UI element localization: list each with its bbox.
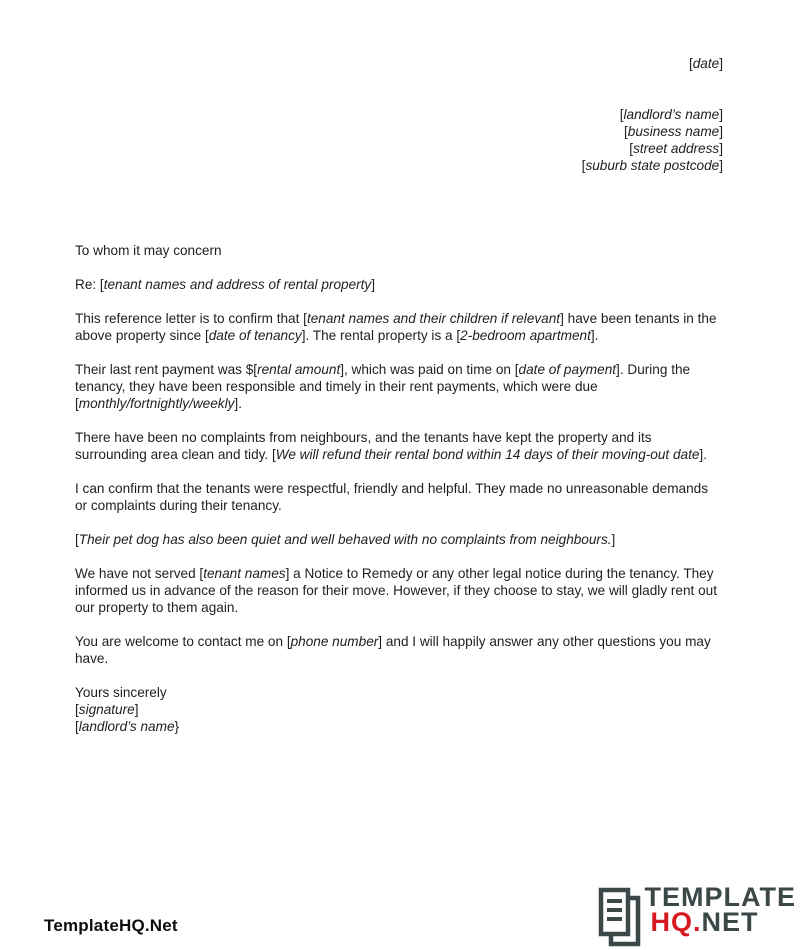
letter-paragraph: Re: [tenant names and address of rental property] bbox=[75, 277, 376, 292]
logo-net-dark: NET bbox=[701, 907, 759, 937]
sender-address-line: [street address] bbox=[629, 141, 723, 156]
sender-address-line: [business name] bbox=[624, 124, 723, 139]
letter-paragraph: [Their pet dog has also been quiet and well behaved with no complaints from neighbours.] bbox=[75, 532, 616, 547]
logo-line-template: TEMPLATE bbox=[644, 882, 796, 912]
signature-line: [signature] bbox=[75, 702, 139, 717]
documents-icon bbox=[598, 887, 642, 949]
letter-paragraph: Yours sincerely bbox=[75, 685, 167, 700]
letter-paragraph: I can confirm that the tenants were respectful, friendly and helpful. They made no unreasonable demands or complaints during their tenancy. bbox=[75, 481, 708, 513]
letter-paragraph: This reference letter is to confirm that [tenant names and their children if relevant] have been tenants in the above property since [date of tenancy]. The rental property is a [2-bedroom apartment]. bbox=[75, 311, 717, 343]
logo-hq-red: HQ. bbox=[650, 907, 702, 937]
site-watermark: TemplateHQ.Net bbox=[44, 916, 178, 935]
date-line: [date] bbox=[688, 56, 723, 71]
templatehq-logo bbox=[598, 882, 797, 949]
letter-paragraph: You are welcome to contact me on [phone number] and I will happily answer any other questions you may have. bbox=[75, 634, 711, 666]
signature-line: [landlord’s name} bbox=[75, 719, 180, 734]
sender-address-line: [landlord’s name] bbox=[619, 107, 723, 122]
letter-body bbox=[75, 242, 723, 701]
letter-paragraph: There have been no complaints from neighbours, and the tenants have kept the property and its surrounding area clean and tidy. [We will refund their rental bond within 14 days of their moving-out date]. bbox=[75, 430, 707, 462]
letter-paragraph: To whom it may concern bbox=[75, 243, 222, 258]
sender-address-block bbox=[75, 106, 723, 174]
sender-address-line: [suburb state postcode] bbox=[581, 158, 723, 173]
letter-content bbox=[75, 55, 723, 735]
letter-paragraph: We have not served [tenant names] a Notice to Remedy or any other legal notice during the tenancy. They informed us in advance of the reason for their move. However, if they choose to stay, we will gladly rent out our property to them again. bbox=[75, 566, 717, 615]
logo-text bbox=[644, 882, 797, 937]
logo-line-hqnet bbox=[645, 907, 797, 937]
letter-paragraph: Their last rent payment was $[rental amount], which was paid on time on [date of payment]. During the tenancy, they have been responsible and timely in their rent payments, which were due [monthly/fortnightly/weekly]. bbox=[75, 362, 691, 411]
signature-block bbox=[75, 701, 723, 735]
